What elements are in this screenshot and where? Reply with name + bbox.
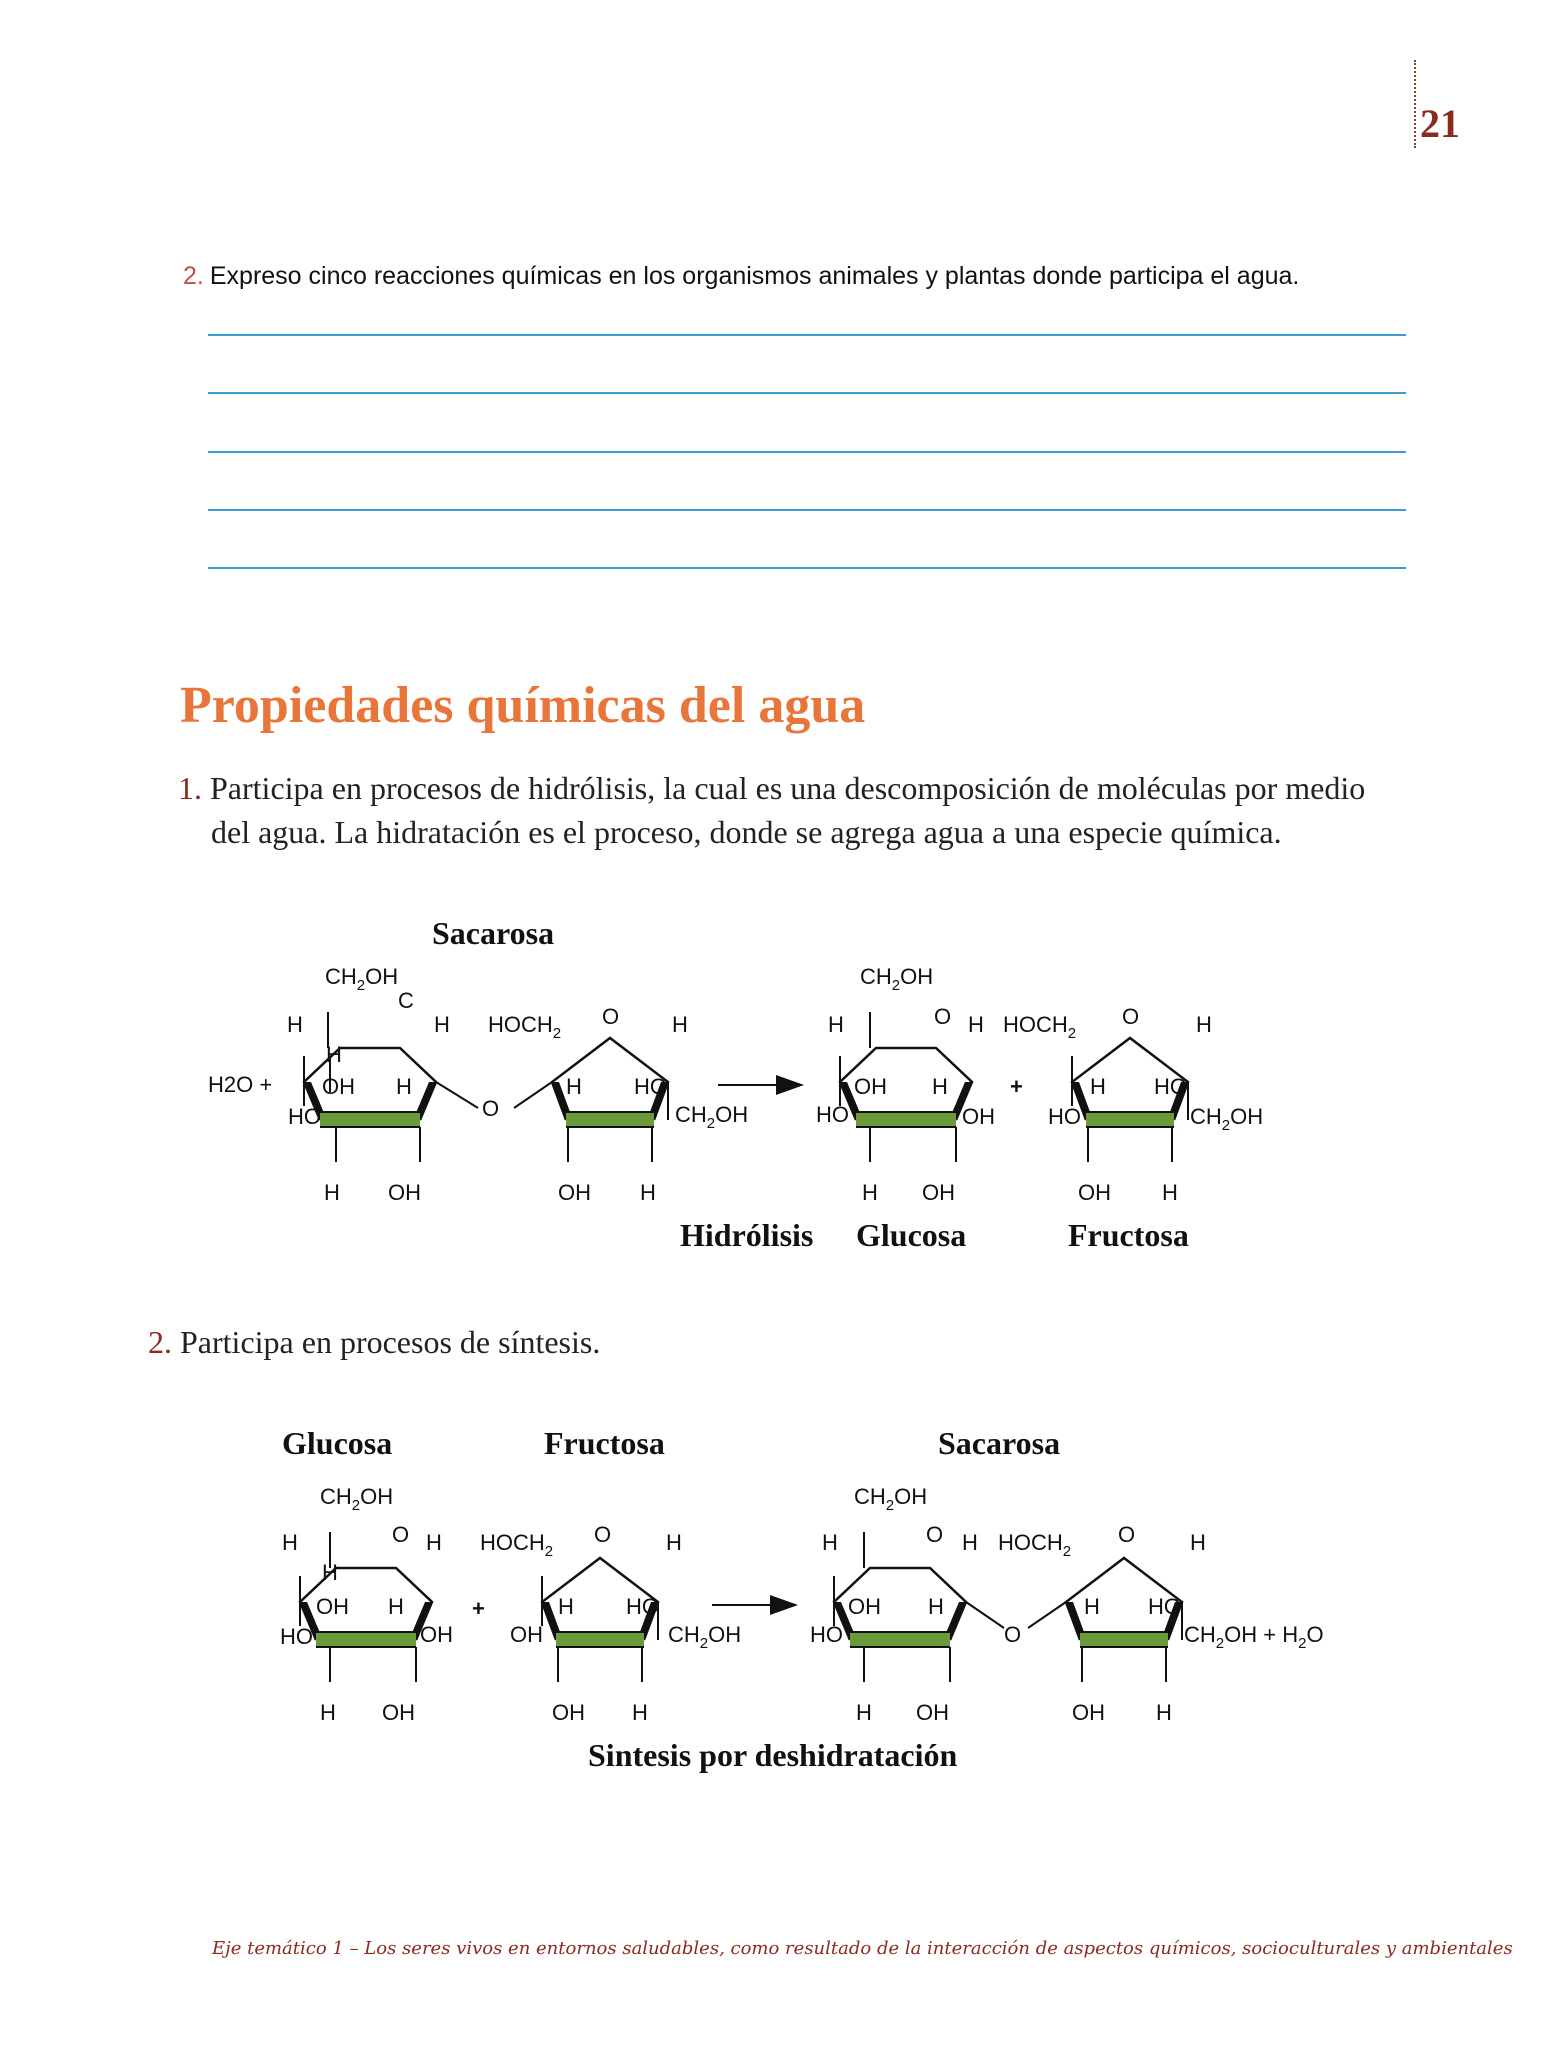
svg-text:H: H [856,1700,872,1725]
svg-text:H: H [862,1180,878,1205]
synthesis-diagram [0,1420,1564,1780]
svg-text:HO: HO [288,1104,321,1129]
svg-text:OH: OH [552,1700,585,1725]
svg-text:O: O [594,1522,612,1547]
answer-line[interactable] [208,334,1406,336]
svg-text:OH: OH [322,1074,355,1099]
question-number: 2. [183,262,204,290]
svg-text:OH: OH [388,1180,421,1205]
svg-text:H: H [1190,1530,1206,1555]
svg-text:H: H [566,1074,582,1099]
svg-text:H: H [1196,1012,1212,1037]
answer-line[interactable] [208,451,1406,453]
svg-text:OH: OH [854,1074,887,1099]
page-number: 21 [1420,101,1460,146]
sacarosa-title: Sacarosa [432,915,555,951]
svg-text:H: H [326,1042,342,1067]
svg-text:H: H [388,1594,404,1619]
svg-text:O: O [926,1522,944,1547]
svg-text:H: H [672,1012,688,1037]
svg-text:O: O [1118,1522,1136,1547]
svg-text:CH2OH: $CH_2OH$ [675,1102,749,1132]
svg-text:HO: HO [816,1102,849,1127]
answer-line[interactable] [208,509,1406,511]
property-item-2 [148,1320,600,1364]
svg-text:OH: OH [916,1700,949,1725]
water-reactant: H2O + [208,1072,273,1097]
glucosa-label: Glucosa [856,1217,967,1253]
answer-line[interactable] [208,567,1406,569]
svg-text:+: + [472,1596,485,1621]
glucosa-title: Glucosa [282,1425,393,1461]
svg-text:H: H [322,1560,338,1585]
water-product: $CH_2OH + H_2O$ [1184,1622,1324,1652]
svg-text:H: H [396,1074,412,1099]
svg-text:OH: OH [1078,1180,1111,1205]
svg-text:OH: OH [558,1180,591,1205]
hidrolisis-label: Hidrólisis [680,1217,814,1253]
item-number: 2. [148,1324,172,1360]
svg-text:HO: HO [634,1074,667,1099]
svg-text:O: O [934,1004,952,1029]
svg-text:H: H [822,1530,838,1555]
svg-text:O: O [1004,1622,1022,1647]
svg-text:O: O [602,1004,620,1029]
question-text: Expreso cinco reacciones químicas en los organismos animales y plantas donde participa el agua. [209,262,1300,290]
svg-text:H: H [968,1012,984,1037]
footer: Eje temático 1 – Los seres vivos en entornos saludables, como resultado de la interacción de aspectos químicos, socioculturales y ambientales [212,1938,1513,1959]
svg-text:H: H [828,1012,844,1037]
svg-text:OH: OH [382,1700,415,1725]
item-text: Participa en procesos de síntesis. [180,1324,601,1360]
svg-text:HOCH2: $HOCH_2$ [480,1530,554,1560]
item-number: 1. [178,770,202,806]
fructose-product-ring [1072,1038,1188,1162]
synthesis-caption: Sintesis por deshidratación [588,1737,958,1773]
svg-text:OH: OH [510,1622,543,1647]
svg-text:OH: OH [922,1180,955,1205]
svg-text:H: H [666,1530,682,1555]
svg-text:HO: HO [1154,1074,1187,1099]
svg-text:OH: OH [1072,1700,1105,1725]
svg-text:HOCH2: $HOCH_2$ [488,1012,562,1042]
svg-text:O: O [392,1522,410,1547]
svg-text:H: H [324,1180,340,1205]
property-item-1 [178,766,1418,854]
svg-text:CH2OH: $CH_2OH$ [860,964,934,994]
svg-text:O: O [1122,1004,1140,1029]
svg-text:H: H [962,1530,978,1555]
sucrose-fructose-ring [514,1038,668,1162]
svg-text:CH2OH: $CH_2OH$ [320,1484,394,1514]
svg-text:HO: HO [280,1624,313,1649]
svg-text:CH2OH: $CH_2OH$ [668,1622,742,1652]
page-number-rule [1414,60,1416,148]
svg-text:O: O [482,1096,500,1121]
item-text-line2: del agua. La hidratación es el proceso, donde se agrega agua a una especie química. [211,814,1282,850]
svg-text:CH2OH: $CH_2OH$ [1190,1104,1264,1134]
svg-text:H: H [1084,1594,1100,1619]
svg-text:OH: OH [420,1622,453,1647]
svg-text:HO: HO [626,1594,659,1619]
svg-text:H: H [928,1594,944,1619]
svg-text:CH2OH: $CH_2OH$ [325,964,399,994]
svg-text:H: H [640,1180,656,1205]
svg-text:H: H [1162,1180,1178,1205]
svg-text:H: H [287,1012,303,1037]
sacarosa-title-2: Sacarosa [938,1425,1061,1461]
sucrose-product-fructose-ring [1028,1558,1182,1682]
section-title: Propiedades químicas del agua [180,677,866,734]
fructose-reactant-ring [542,1558,658,1682]
item-text-line1: Participa en procesos de hidrólisis, la cual es una descomposición de moléculas por medio [210,770,1366,806]
svg-text:HO: HO [1048,1104,1081,1129]
svg-text:HO: HO [1148,1594,1181,1619]
svg-text:H: H [1090,1074,1106,1099]
svg-text:H: H [632,1700,648,1725]
svg-text:H: H [282,1530,298,1555]
svg-text:OH: OH [316,1594,349,1619]
svg-text:H: H [932,1074,948,1099]
svg-text:CH2OH: $CH_2OH$ [854,1484,928,1514]
svg-text:H: H [320,1700,336,1725]
fructosa-label: Fructosa [1068,1217,1189,1253]
question-2 [183,262,1299,291]
fructosa-title: Fructosa [544,1425,665,1461]
svg-text:HOCH2: $HOCH_2$ [998,1530,1072,1560]
svg-text:+: + [1010,1074,1023,1099]
svg-text:HO: HO [810,1622,843,1647]
svg-text:H: H [426,1530,442,1555]
answer-line[interactable] [208,392,1406,394]
svg-text:OH: OH [848,1594,881,1619]
svg-text:H: H [1156,1700,1172,1725]
svg-text:H: H [434,1012,450,1037]
svg-text:H: H [558,1594,574,1619]
svg-text:HOCH2: $HOCH_2$ [1003,1012,1077,1042]
svg-text:C: C [398,988,414,1013]
svg-text:OH: OH [962,1104,995,1129]
hydrolysis-diagram [0,900,1564,1280]
